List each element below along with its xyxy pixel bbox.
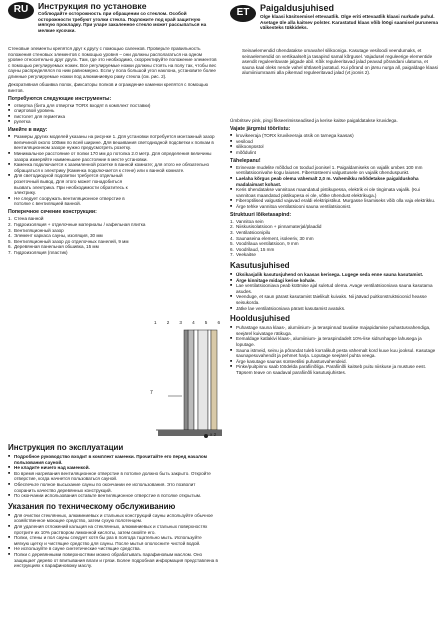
list-item: ■ silikoonpüstol <box>230 144 440 150</box>
list-item: 6. Деревянная панельная обшивка, 15 мм <box>8 244 99 250</box>
list-item: ■ Ärge kasutage saunas sünteetilisi puhastusvahendeid. <box>230 359 440 365</box>
label-seven: 7 <box>150 390 153 396</box>
list-item: ■ Обеспечьте полное высыхание сауны по окончании ее использования. Это позволит сохранить качество деревянных конструкций. <box>8 482 218 493</box>
list-item: ■ Полки, стены и пол сауны следует хотя бы раз в полгода тщательно мыть. Используйте мягкую щетку и чистящее средство для сауны. После мытья ополосните чистой водой. <box>8 535 218 546</box>
list-item: 1. Vannitoa sein <box>230 218 264 224</box>
dim-label: 5 <box>204 320 208 325</box>
list-item: ■ Каменка подключается к заземленной розетке в ванной комнате; для этого не обязательно обращаться к электрику (Каменка подключается к стене) или к ванной комнате. <box>8 162 218 173</box>
paragraph-et-2: Ümbritsev pink, pingi fikseerimisseadised ja kerise kaitse paigaldatakse kruvidega. <box>230 118 398 123</box>
dim-label: 2 <box>166 320 170 325</box>
list-item: ■ Для светодиодной подсветки требуется отдельный розеточный вывод. Для этого может понадобиться вызвать электрика. При необходимости обратитесь к электрику. <box>8 173 134 195</box>
list-item: ■ Не кладите ничего над каменкой. <box>8 465 218 471</box>
list-item: ■ Не следует сооружать вентиляционное отверстие в потолке с вентиляцией ванной. <box>8 196 134 207</box>
dim-label: 1 <box>154 320 157 325</box>
ops-heading-ru: Инструкция по эксплуатации <box>8 443 124 452</box>
ops-list-ru <box>8 454 218 499</box>
list-item: ■ Erinevate mudelite mõõdud on toodud joonisel 1. Paigaldamiseks on vajalik umbes 100 mm ventilatsioonivahe kogu laiuses. Fibersüsteemi valgustusele on vajalik ühenduspunkt. <box>230 165 440 176</box>
list-item: ■ Полки с деревянными поверхностями можно обрабатывать парафиновым маслом. Оно защищает дерево от впитывания влаги и грязи. Более подробная информация представлена в инструкциях к парафиновому маслу. <box>8 552 218 569</box>
maint-list-et <box>230 325 440 375</box>
list-item: ■ Во время нагревания вентиляционное отверстие в потолке должно быть закрыто. Откройте отверстие, когда начнется пользоваться сауной. <box>8 471 218 482</box>
title-ru: Инструкция по установке <box>38 1 147 11</box>
parts-list-et <box>230 219 440 258</box>
list-item: ■ спиртовой уровень <box>8 108 218 114</box>
paragraph-ru-2: Декоративная обшивка полок, фиксаторы полков и ограждение каменки крепятся с помощью винтов. <box>8 81 209 93</box>
parts-heading-et: Struktuuri lõiketasapind: <box>230 211 292 218</box>
ops-heading-et: Kasutusjuhised <box>230 261 290 271</box>
language-badge-et: ET <box>230 5 256 22</box>
list-item: 6. Voodrilaud, 15 mm <box>230 246 275 252</box>
list-item: ■ Pinke/puitpinnu saab töödelda parafiinõliga. Parafiinõli kaitseb puitu niiskuse ja mustuse eest. Täpsem teave on saadaval parafiinõli kasutusjuhistes. <box>230 364 440 375</box>
list-item: 5. Вентиляционный зазор до отделочных панелей, 9 мм <box>8 238 129 244</box>
list-item: ■ Puhastage sauna klaas-, alumiinium- ja teraspinnad tavalise majapidamise puhastusvahendiga, seejärel kuivatage rätikuga. <box>230 325 440 336</box>
list-item: ■ пистолет для герметика <box>8 114 218 120</box>
dim-label: 3 <box>179 320 182 325</box>
dim-label: 4 <box>192 320 195 325</box>
tools-heading-ru: Потребуются следующие инструменты: <box>8 95 112 102</box>
tools-list-et <box>230 133 440 155</box>
list-item: 7. Veekaitse <box>230 252 256 258</box>
paragraph-et-1-wrap <box>242 48 438 78</box>
list-item: 7. Гидроизоляция (пластик) <box>8 249 68 255</box>
dimension-labels <box>154 320 220 325</box>
list-item: ■ mõõdulint <box>230 150 440 156</box>
notes-list-ru <box>8 134 218 207</box>
notes-list-et <box>230 165 440 210</box>
tools-heading-et: Vajate järgmisi tööriistu: <box>230 125 291 132</box>
cross-section-drawing <box>148 326 226 444</box>
parts-list-ru <box>8 216 218 255</box>
list-item: 3. Вентиляционный зазор <box>8 227 64 233</box>
cross-section-diagram <box>148 320 226 440</box>
maint-list-ru <box>8 513 218 569</box>
list-item: ■ Laelaha kõrgus peab olema vähemalt 2,0 m. Vahemikku mõõdetakse paigalduskoha madalaimast kohast. <box>230 176 440 187</box>
list-item: 2. Гидроизоляция + отделочные материалы / кафельная плитка <box>8 222 146 227</box>
list-item: 4. Элемент каркаса сауны, изоляция, 30 мм <box>8 233 103 239</box>
title-et: Paigaldusjuhised <box>260 3 335 13</box>
list-item: ■ По окончании использования оставьте вентиляционное отверстие в потолке открытым. <box>8 493 218 499</box>
list-item: 5. Voodrilaua ventilatsioon, 9 mm <box>230 241 299 247</box>
tools-list-ru <box>8 103 218 125</box>
list-item: ■ рулетка <box>8 119 218 125</box>
content-ru-bottom <box>8 440 218 571</box>
notes-heading-et: Tähelepanu! <box>230 157 261 164</box>
list-item: ■ Размеры других моделей указаны на рисунке 1. Для установки потребуется монтажный зазор величиной около 100мм по всей ширине. Для вешивания светодиодной подсветки к полкам в вентиляционном зазоре нужно предусмотреть розетку. <box>8 134 218 151</box>
list-item: ■ Минимальное расстояние от полки 170 мм до потолка 2.0 метр. Для определения величины зазора измеряйте наименьшее расстояние в месте установки. <box>8 151 218 162</box>
list-item: ■ Jätke lae ventilatsiooniava pärast kasutamist avatuks. <box>230 306 440 312</box>
list-item: ■ Üksikasjalik kasutusjuhend on kaasas kerisega. Lugege seda enne sauna kasutamist. <box>230 272 440 278</box>
list-item: ■ Veenduge, et saun pärast kasutamist täielikult kuivaks. Nii jäävad puitkonstruktsioonid heasse seisukorda. <box>230 294 440 305</box>
list-item: 1. Стена ванной <box>8 216 44 222</box>
list-item: ■ Keris ühendatakse vannitoas maandatud pistikupessa, elektrik ei ole tingimata vajalik. (Kui vannitoas maandatud pistikupesa ei ole, võtke ühendust elektrikuga.) <box>230 187 440 198</box>
list-item: 3. Ventilatsioonipilu <box>230 230 271 236</box>
list-item: ■ Для удаления отложений кальция на стеклянных, алюминиевых и стальных поверхностях протрите их 10% раствором лимонной кислоты, затем смойте его. <box>8 524 218 535</box>
list-item: ■ Ärge kinnitage midagi kerise kohale. <box>230 278 440 284</box>
list-item: ■ Не используйте в сауне синтетические чистящие средства. <box>8 546 218 552</box>
paragraph-et-1: Seinaelemendid ühendatakse omavahel silikooniga. Kasutage vesiloodi veendumaks, et seinaelemendid on vertikaalselt ja tasapind samal kõrgusel. Vajadusel reguleerige elementide asendit reguleeritavate jalgade abil. Kõik reguleeritavad jalad peavad põrandani ulatuma, et sauna kaal oleks nende vahel ühtlaselt jaotatud. Kui põrand on järsu nurga all, paigaldage klaasi alumiiniumraami alla pikemad reguleeritavad jalad (vt joonis 2). <box>242 48 438 76</box>
list-item: ■ отвертка (бита для отвертки TORX входят в комплект поставки) <box>8 103 218 109</box>
warning-et: Olge klaasi käsitsemisel ettevaatlik. Olge eriti ettevaatlik klaasi nurkade puhul. Asetage üle alla kaitsev polster. Karastatud klaas võib löögi saamisel purunema väikesteks tükkideks. <box>260 14 438 31</box>
list-item: ■ Eemaldage katlakivi klaas-, alumiinium- ja teraspindadelt 10%-lise sidrunhappe lahusega ja loputage. <box>230 336 440 347</box>
notes-heading-ru: Имейте в виду: <box>8 127 48 134</box>
maint-heading-ru: Указания по техническому обслуживанию <box>8 501 176 511</box>
list-item: ■ vesilood <box>230 139 440 145</box>
ops-list-et <box>230 272 440 311</box>
list-item: ■ Lae ventilatsiooniava peab küttmise ajal suletud olema. Avage ventilatsiooniava sauna kasutama asudes. <box>230 283 440 294</box>
maint-heading-et: Hooldusjuhised <box>230 314 290 324</box>
list-item: ■ kruvikeeraja (TORX kruvikeeraja otsik on tarnega kaasas) <box>230 133 440 139</box>
parts-heading-ru: Поперечное сечение конструкции: <box>8 209 97 216</box>
list-item: 2. Niiskusisolatsioon + pinnamaterjal/plaadid <box>230 224 322 230</box>
warning-ru: Соблюдайте осторожность при обращении со стеклом. Особой осторожности требуют уголки стекла. Подложите под край защитную мягкую прокладку. При уларе закаленное стекло может рассыпаться на мелкие кусочки. <box>38 11 207 34</box>
list-item: ■ Ärge tehke vannitoa ventilatsiooni sauna ventilatsioonist. <box>230 204 440 210</box>
list-item: ■ Для очистки стеклянных, алюминиевых и стальных конструкций сауны используйте обычное хозяйственное моющее средство, затем сухую полотенцем. <box>8 513 218 524</box>
list-item: 4. Saunaseina element, isoleeriv, 30 mm <box>230 235 314 241</box>
label-x2: x 2 <box>210 432 217 437</box>
content-et-top <box>230 118 440 378</box>
language-badge-ru: RU <box>8 2 34 19</box>
dim-label: 6 <box>217 320 220 325</box>
list-item: ■ Sauna istmeid, seinu ja põrandat tuleb korralikult pesta vähemalt kord kuue kuu jooksul. Kasutage saunapesuvahendit ja pehmet harja. Loputage seejärel puhta veega. <box>230 348 440 359</box>
content-ru-top <box>8 46 218 258</box>
list-item: ■ Fiberoptilised valgustid vajavad eraldi elektripistikut. Murgasse lisamiseks võib olla vaja elektrikku. <box>230 198 440 204</box>
paragraph-ru-1: Стеновые элементы крепятся друг к другу с помощью саленков. Проверьте правильность положения стеновых элементов с помощью уровня – они должны располагаться на одном уровне относительно друг друга. Там, где это необходимо, скорректируйте положение элементов с помощью регулируемых ножек. Все регулируемые ножки должны стоять на полу так, чтобы вес сауны распределялся по ним равномерно. Если у пола большой угол наклона, установите более длинные регулируемые ножки под алюминиевую раму стекла (см. рис. 2). <box>8 46 217 79</box>
list-item: ■ Подробное руководство входит в комплект каменки. Прочитайте его перед началом пользования сауной. <box>8 454 218 465</box>
